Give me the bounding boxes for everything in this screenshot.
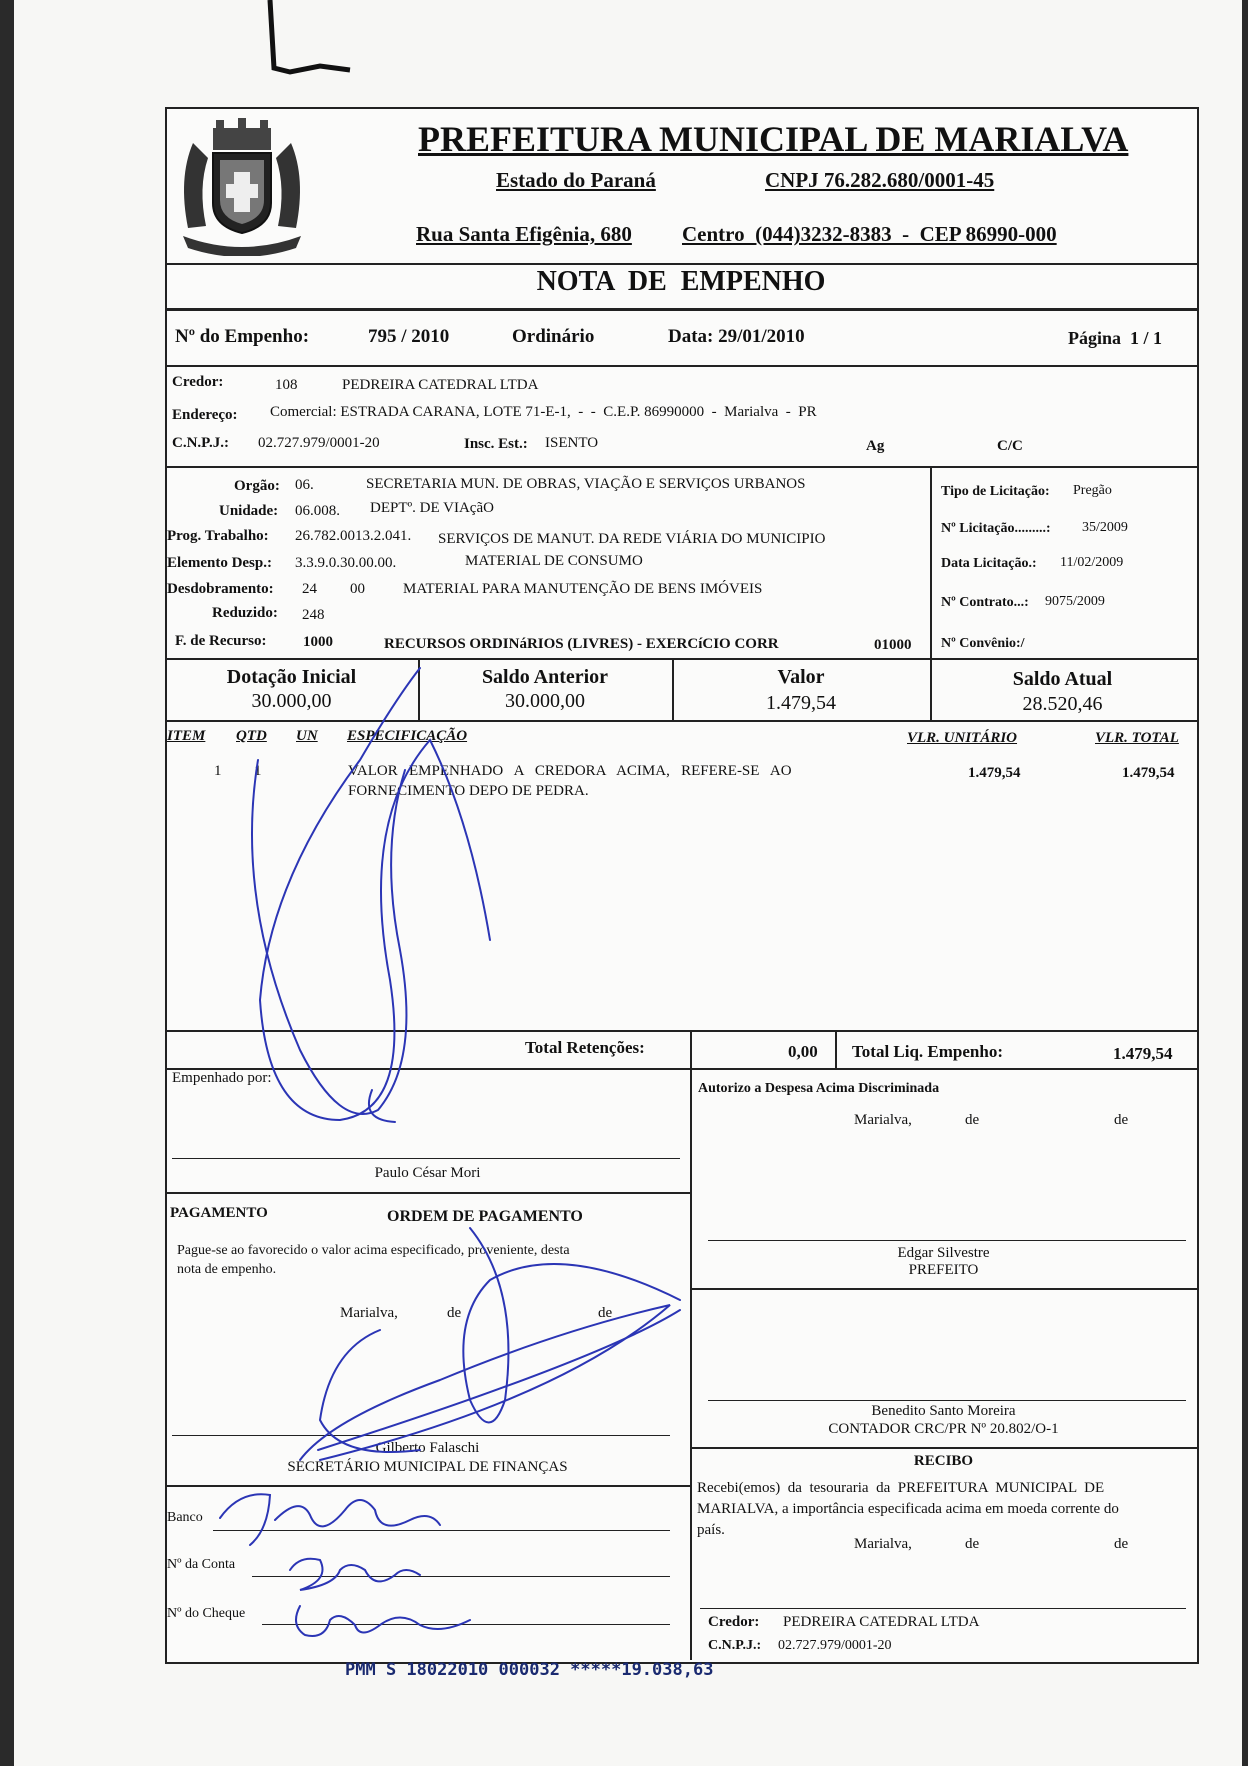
prefeito-role: PREFEITO: [908, 1262, 979, 1278]
col-qtd: QTD: [236, 728, 267, 744]
prog-label: Prog. Trabalho:: [167, 528, 269, 544]
secretario-name: Gilberto Falaschi: [375, 1440, 480, 1456]
dotacao-label: Dotação Inicial: [226, 666, 357, 688]
contador-name: Benedito Santo Moreira: [871, 1403, 1016, 1419]
secretario-role: SECRETÁRIO MUNICIPAL DE FINANÇAS: [287, 1459, 568, 1475]
unidade-desc: DEPTº. DE VIAçãO: [370, 500, 494, 516]
valor-label: Valor: [777, 666, 825, 688]
elemento-desc: MATERIAL DE CONSUMO: [465, 553, 643, 569]
divider: [690, 1447, 1197, 1449]
recurso-number: 01000: [874, 637, 912, 653]
address-details: Centro (044)3232-8383 - CEP 86990-000: [682, 222, 1057, 246]
document-title: NOTA DE EMPENHO: [536, 266, 826, 297]
municipal-coat-of-arms-icon: [168, 108, 316, 256]
cheque-line: [262, 1624, 670, 1625]
unidade-code: 06.008.: [295, 503, 340, 519]
conta-label: Nº da Conta: [167, 1557, 236, 1572]
pagamento-place: Marialva,: [340, 1305, 398, 1321]
header-cnpj: CNPJ 76.282.680/0001-45: [765, 168, 995, 192]
divider: [165, 308, 1197, 311]
divider: [165, 1030, 1197, 1032]
divider: [165, 365, 1197, 367]
divider: [690, 1030, 692, 1068]
divider: [165, 263, 1197, 265]
saldo-anterior-label: Saldo Anterior: [481, 666, 609, 688]
divider: [835, 1030, 837, 1068]
item-total-value: 1.479,54: [1122, 765, 1175, 781]
item-number: 1: [214, 763, 222, 779]
divider: [930, 466, 932, 658]
recurso-desc: RECURSOS ORDINáRIOS (LIVRES) - EXERCíCIO CORR: [384, 636, 779, 652]
divider: [165, 1192, 690, 1194]
col-item: ITEM: [167, 728, 206, 744]
recibo-label: RECIBO: [913, 1453, 974, 1469]
contrato-value: 9075/2009: [1045, 594, 1105, 609]
divider: [690, 1288, 1197, 1290]
divider: [165, 1068, 1197, 1070]
licitacao-num-value: 35/2009: [1082, 520, 1128, 535]
credor-name: PEDREIRA CATEDRAL LTDA: [342, 377, 539, 393]
divider: [165, 466, 1197, 468]
recibo-de1: de: [965, 1536, 980, 1552]
desdobramento-sub: 00: [350, 581, 365, 597]
divider: [165, 658, 1197, 660]
total-retencoes-value: 0,00: [788, 1042, 818, 1061]
empenho-date: Data: 29/01/2010: [668, 326, 805, 347]
empenhado-label: Empenhado por:: [172, 1070, 272, 1086]
cheque-label: Nº do Cheque: [167, 1606, 246, 1621]
autorizo-place: Marialva,: [854, 1112, 912, 1128]
contrato-label: Nº Contrato...:: [941, 595, 1029, 610]
licitacao-num-label: Nº Licitação.........:: [941, 521, 1051, 536]
divider: [165, 1485, 690, 1487]
reduzido-label: Reduzido:: [212, 605, 278, 621]
recurso-label: F. de Recurso:: [175, 633, 267, 649]
saldo-atual-label: Saldo Atual: [1012, 668, 1113, 690]
recibo-cnpj-label: C.N.P.J.:: [708, 1638, 762, 1653]
scan-edge-left: [0, 0, 14, 1766]
prog-desc: SERVIÇOS DE MANUT. DA REDE VIÁRIA DO MUNICIPIO: [438, 531, 826, 547]
conta-corrente-label: C/C: [997, 438, 1023, 454]
banco-label: Banco: [167, 1510, 203, 1525]
item-desc-line1: VALOR EMPENHADO A CREDORA ACIMA, REFERE-SE AO: [348, 763, 792, 779]
total-retencoes-label: Total Retenções:: [525, 1038, 645, 1057]
prog-code: 26.782.0013.2.041.: [295, 528, 412, 544]
prefeito-name: Edgar Silvestre: [897, 1245, 990, 1261]
pagamento-text-line2: nota de empenho.: [177, 1262, 277, 1277]
autorizo-de2: de: [1114, 1112, 1129, 1128]
total-liquido-value: 1.479,54: [1113, 1044, 1173, 1063]
col-vlr-unitario: VLR. UNITÁRIO: [907, 730, 1018, 746]
recurso-code: 1000: [303, 634, 333, 650]
recibo-place: Marialva,: [854, 1536, 912, 1552]
pagamento-label: PAGAMENTO: [170, 1205, 268, 1221]
orgao-label: Orgão:: [234, 478, 280, 494]
recibo-text-line3: país.: [697, 1522, 725, 1538]
empenho-number: 795 / 2010: [368, 326, 450, 347]
elemento-code: 3.3.9.0.30.00.00.: [295, 555, 397, 571]
endereco-label: Endereço:: [172, 407, 238, 423]
credor-label: Credor:: [172, 374, 224, 390]
pagamento-de2: de: [598, 1305, 613, 1321]
convenio-label: Nº Convênio:/: [941, 636, 1025, 651]
autorizo-label: Autorizo a Despesa Acima Discriminada: [698, 1081, 940, 1096]
endereco-value: Comercial: ESTRADA CARANA, LOTE 71-E-1, - - C.E.P. 86990000 - Marialva - PR: [270, 404, 817, 420]
signature-line: [172, 1435, 670, 1436]
orgao-desc: SECRETARIA MUN. DE OBRAS, VIAÇÃO E SERVIÇOS URBANOS: [366, 476, 806, 492]
insc-label: Insc. Est.:: [464, 436, 528, 452]
licitacao-tipo-value: Pregão: [1073, 483, 1112, 498]
state-name: Estado do Paraná: [496, 168, 656, 192]
recibo-credor-name: PEDREIRA CATEDRAL LTDA: [783, 1614, 980, 1630]
empenho-type: Ordinário: [512, 326, 595, 347]
reduzido-value: 248: [302, 607, 325, 623]
desdobramento-code: 24: [302, 581, 317, 597]
recibo-cnpj: 02.727.979/0001-20: [778, 1638, 892, 1653]
signature-line: [700, 1608, 1186, 1609]
orgao-code: 06.: [295, 477, 314, 493]
agencia-label: Ag: [866, 438, 885, 454]
recibo-credor-label: Credor:: [708, 1614, 760, 1630]
dotacao-value: 30.000,00: [251, 690, 332, 712]
staple-mark: [260, 0, 370, 80]
licitacao-data-value: 11/02/2009: [1060, 555, 1124, 570]
desdobramento-label: Desdobramento:: [167, 581, 274, 597]
cnpj-label: C.N.P.J.:: [172, 435, 229, 451]
insc-value: ISENTO: [545, 435, 599, 451]
ordem-pagamento-label: ORDEM DE PAGAMENTO: [387, 1208, 583, 1225]
conta-line: [252, 1576, 670, 1577]
signature-line: [708, 1240, 1186, 1241]
banco-line: [213, 1530, 670, 1531]
col-especificacao: ESPECIFICAÇÃO: [347, 728, 468, 744]
saldo-anterior-value: 30.000,00: [505, 690, 585, 712]
payment-stamp: PMM S 18022010 000032 *****19.038,63: [345, 1660, 714, 1680]
item-desc-line2: FORNECIMENTO DEPO DE PEDRA.: [348, 783, 589, 799]
divider: [690, 1068, 692, 1660]
pagamento-de1: de: [447, 1305, 462, 1321]
total-liquido-label: Total Liq. Empenho:: [852, 1042, 1003, 1061]
empenhado-name: Paulo César Mori: [374, 1165, 481, 1181]
recibo-text-line2: MARIALVA, a importância especificada acima em moeda corrente do: [697, 1501, 1119, 1517]
signature-line: [172, 1158, 680, 1159]
autorizo-de1: de: [965, 1112, 980, 1128]
item-qtd: 1: [254, 763, 262, 779]
credor-cnpj: 02.727.979/0001-20: [258, 435, 380, 451]
saldo-atual-value: 28.520,46: [1022, 693, 1103, 715]
signature-line: [708, 1400, 1186, 1401]
page-number: Página 1 / 1: [1068, 328, 1163, 348]
divider: [165, 720, 1197, 722]
recibo-de2: de: [1114, 1536, 1129, 1552]
empenho-number-label: Nº do Empenho:: [175, 326, 310, 347]
recibo-text-line1: Recebi(emos) da tesouraria da PREFEITURA MUNICIPAL DE: [697, 1480, 1105, 1496]
item-unit-value: 1.479,54: [968, 765, 1021, 781]
licitacao-tipo-label: Tipo de Licitação:: [941, 484, 1050, 499]
elemento-label: Elemento Desp.:: [167, 555, 272, 571]
credor-code: 108: [275, 377, 298, 393]
desdobramento-desc: MATERIAL PARA MANUTENÇÃO DE BENS IMÓVEIS: [403, 581, 763, 597]
street-address: Rua Santa Efigênia, 680: [416, 222, 632, 246]
page-title: PREFEITURA MUNICIPAL DE MARIALVA: [418, 119, 1129, 159]
col-vlr-total: VLR. TOTAL: [1095, 730, 1179, 746]
valor-value: 1.479,54: [766, 692, 836, 714]
unidade-label: Unidade:: [219, 503, 279, 519]
contador-role: CONTADOR CRC/PR Nº 20.802/O-1: [828, 1421, 1059, 1437]
pagamento-text-line1: Pague-se ao favorecido o valor acima especificado, proveniente, desta: [177, 1243, 570, 1258]
col-un: UN: [296, 728, 318, 744]
scan-edge-right: [1242, 0, 1248, 1766]
licitacao-data-label: Data Licitação.:: [941, 556, 1037, 571]
